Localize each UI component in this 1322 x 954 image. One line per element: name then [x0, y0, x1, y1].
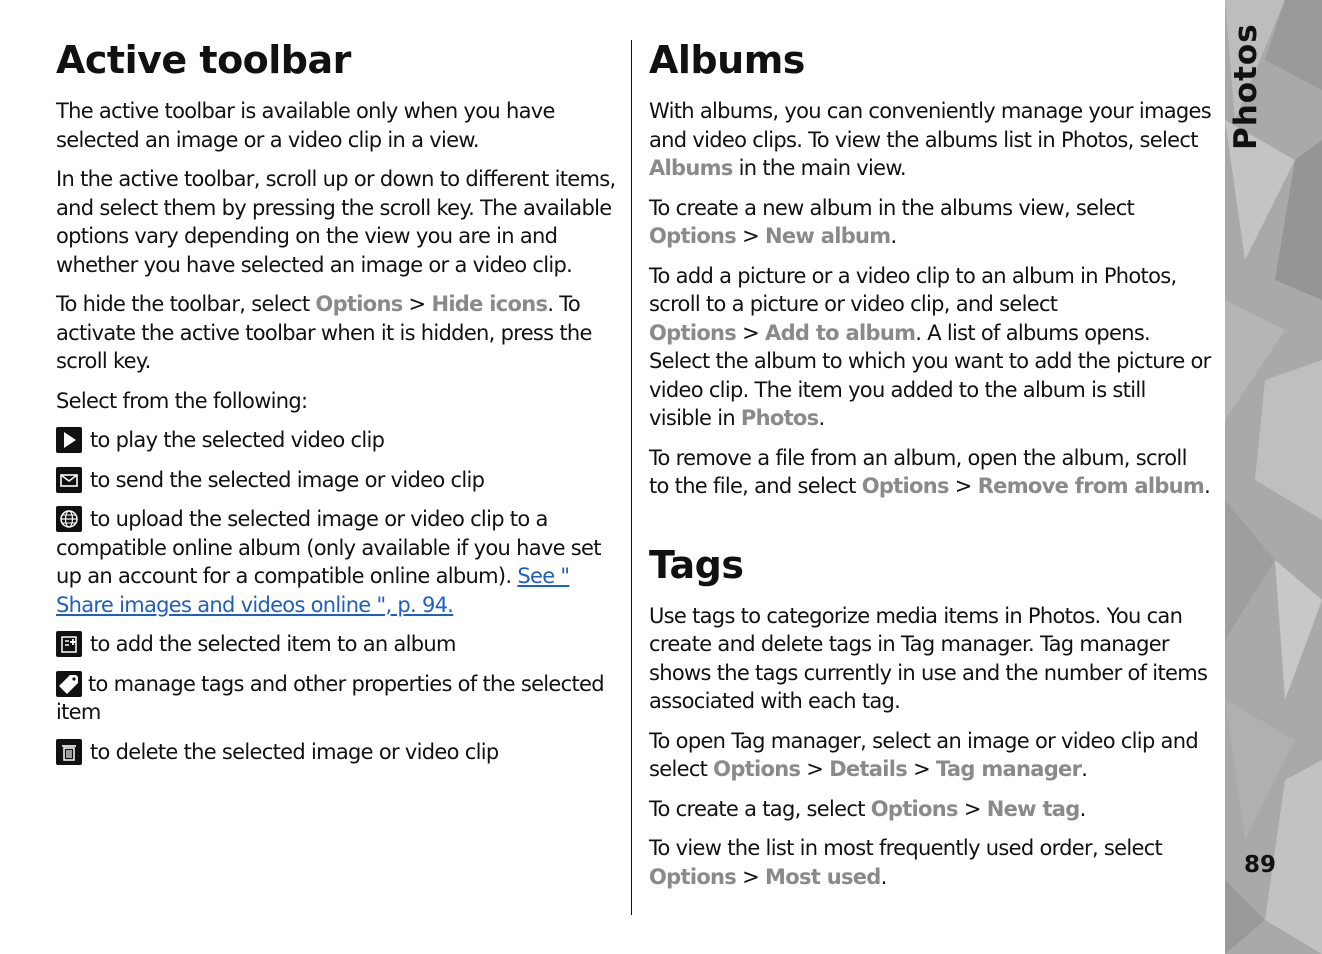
- tags-paragraph-1: Use tags to categorize media items in Photos. You can create and delete tags in Tag manager. Tag manager shows the tags currently in use and the number of items associated with each tag.: [649, 603, 1208, 713]
- text: .: [1079, 796, 1086, 821]
- hide-toolbar-paragraph: [56, 290, 621, 376]
- active-toolbar-heading: Active toolbar: [56, 38, 351, 82]
- options-menu-item: Options: [649, 320, 737, 345]
- column-divider: [631, 40, 632, 915]
- trash-icon: [56, 739, 82, 765]
- options-menu-item: Options: [861, 474, 949, 498]
- tags-paragraph-3: [649, 795, 1211, 824]
- right-column: [649, 36, 1211, 902]
- remove-from-album-menu-item: Remove from album: [977, 474, 1205, 498]
- text: To add a picture or a video clip to an album in Photos, scroll to a picture or video clip, and select: [649, 263, 1177, 316]
- separator: >: [742, 320, 760, 345]
- albums-paragraph-4: [649, 444, 1211, 501]
- albums-menu-item: Albums: [649, 156, 733, 180]
- text: in the main view.: [732, 156, 906, 180]
- new-tag-menu-item: New tag: [986, 796, 1080, 821]
- text: .: [1204, 474, 1211, 498]
- tags-paragraph-2: [649, 727, 1211, 784]
- text: .: [890, 224, 897, 248]
- play-icon: [56, 427, 82, 453]
- globe-icon: [56, 506, 82, 532]
- album-icon: [56, 631, 82, 657]
- text: With albums, you can conveniently manage your images and video clips. To view the albums list in Photos, select: [649, 99, 1211, 152]
- play-text: to play the selected video clip: [90, 428, 385, 452]
- text: .: [1081, 757, 1088, 781]
- tags-text: to manage tags and other properties of the selected item: [56, 671, 604, 724]
- separator: >: [913, 757, 930, 781]
- text: To hide the toolbar, select: [56, 292, 316, 316]
- list-item-upload: [56, 505, 621, 619]
- separator: >: [742, 864, 760, 889]
- list-item-send: [56, 466, 621, 495]
- albums-paragraph-1: [649, 97, 1211, 183]
- text: To remove a file from an album, open the album, scroll to the file, and select: [649, 445, 1187, 498]
- text: . To activate the active toolbar when it is hidden, press the scroll key.: [56, 292, 592, 373]
- list-item-album: [56, 630, 621, 659]
- left-column: [56, 36, 621, 777]
- section-title-text: Photos: [1228, 23, 1264, 150]
- list-item-tags: [56, 670, 621, 727]
- send-text: to send the selected image or video clip: [90, 467, 485, 492]
- photos-menu-item: Photos: [740, 406, 819, 430]
- albums-paragraph-2: [649, 194, 1211, 251]
- tag-manager-menu-item: Tag manager: [935, 757, 1082, 781]
- upload-text: to upload the selected image or video clip to a compatible online album (only available if you have set up an account for a compatible online album).: [56, 507, 601, 588]
- details-menu-item: Details: [829, 757, 908, 781]
- text: To view the list in most frequently used order, select: [649, 836, 1163, 860]
- options-menu-item: Options: [870, 796, 958, 821]
- albums-paragraph-3: [649, 262, 1211, 433]
- tags-paragraph-4: [649, 834, 1211, 891]
- select-from-text: Select from the following:: [56, 388, 308, 413]
- list-item-play: [56, 426, 621, 455]
- text: To create a tag, select: [649, 796, 871, 821]
- text: .: [818, 406, 825, 430]
- intro-paragraph: The active toolbar is available only when you have selected an image or a video clip in a view.: [56, 99, 555, 152]
- delete-text: to delete the selected image or video clip: [90, 739, 499, 764]
- text: .: [880, 864, 887, 889]
- envelope-icon: [56, 467, 82, 493]
- section-title: [1228, 23, 1264, 150]
- separator: >: [742, 224, 760, 248]
- text: To create a new album in the albums view, select: [649, 195, 1135, 220]
- most-used-menu-item: Most used: [765, 864, 881, 889]
- options-menu-item: Options: [315, 292, 403, 316]
- tags-heading: Tags: [649, 542, 744, 587]
- albums-heading: Albums: [649, 38, 805, 82]
- hide-icons-menu-item: Hide icons: [431, 292, 548, 316]
- separator: >: [408, 292, 426, 316]
- separator: >: [954, 474, 972, 498]
- options-menu-item: Options: [649, 224, 737, 248]
- share-images-link[interactable]: See " Share images and videos online ", p. 94.: [56, 564, 570, 617]
- tag-icon: [56, 671, 82, 697]
- text: To open Tag manager, select an image or video clip and select: [649, 728, 1198, 781]
- list-item-delete: [56, 738, 621, 767]
- text: . A list of albums opens. Select the album to which you want to add the picture or video clip. The item you added to the album is still visible in: [649, 320, 1211, 430]
- separator: >: [963, 796, 981, 821]
- album-text: to add the selected item to an album: [90, 632, 456, 656]
- scroll-paragraph: In the active toolbar, scroll up or down to different items, and select them by pressing the scroll key. The available options vary depending on the view you are in and whether you have selected an image or a video clip.: [56, 167, 616, 277]
- add-to-album-menu-item: Add to album: [765, 320, 916, 345]
- new-album-menu-item: New album: [765, 224, 891, 248]
- options-menu-item: Options: [713, 757, 801, 781]
- separator: >: [806, 757, 824, 781]
- page-number: 89: [1244, 852, 1277, 878]
- options-menu-item: Options: [649, 864, 737, 889]
